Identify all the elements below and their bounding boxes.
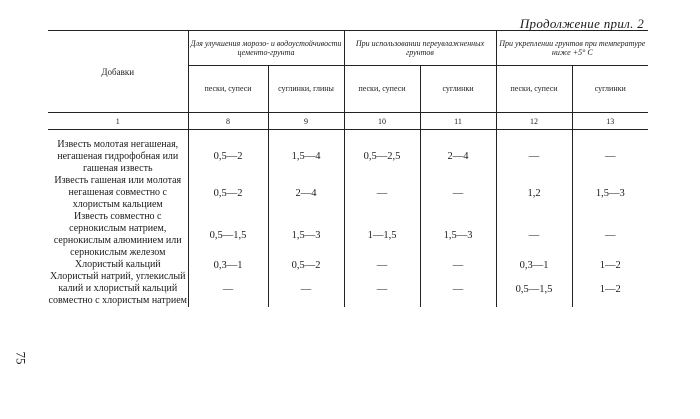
table-cell: 1—2 [572,271,648,307]
additive-name: Хлористый натрий, углекислый калий и хлористый кальций совместно с хлористым натрием [48,271,187,306]
table-cell: 1,5—3 [572,175,648,211]
table-row [48,211,648,259]
table-cell: — [420,271,496,307]
table-cell: — [344,175,420,211]
table-cell: 2—4 [268,175,344,211]
header-group-wet: При использовании переувлажненных грунтов [344,31,496,66]
table-cell: — [188,271,268,307]
table-cell: 1,5—4 [268,130,344,176]
header-group-temp: При укреплении грунтов при температуре ниже +5° С [496,31,648,66]
additive-name: Известь молотая негашеная, негашеная гидрофобная или гашеная известь [57,139,179,174]
table-cell: 2—4 [420,130,496,176]
table-cell: 0,5—2 [188,175,268,211]
table-row [48,175,648,211]
header-sub-col9: суглинки, глины [268,66,344,113]
table-cell: — [572,130,648,176]
table-cell: 0,5—1,5 [496,271,572,307]
additive-name: Известь совместно с сернокислым натрием, сернокислым алюминием или сернокислым железом [53,211,182,258]
table-cell: 0,5—2,5 [344,130,420,176]
page-number: 75 [13,351,29,365]
table-row [48,130,648,176]
continuation-caption: Продолжение прил. 2 [519,16,644,31]
table-cell: — [420,175,496,211]
column-number-8: 8 [188,113,268,130]
table-cell: 0,5—2 [268,259,344,271]
additives-table [48,30,648,307]
header-group-frost: Для улучшения морозо- и водоустойчивости цементо-грунта [188,31,344,66]
table-cell: — [420,259,496,271]
additive-name: Известь гашеная или молотая негашеная совместно с хлористым кальцием [54,175,182,210]
header-sub-col12: пески, супеси [496,66,572,113]
header-additives: Добавки [48,31,188,113]
table-cell: — [496,211,572,259]
additive-name: Хлористый кальций [74,259,161,270]
column-number-10: 10 [344,113,420,130]
table-cell: 1—1,5 [344,211,420,259]
table-row [48,271,648,307]
header-sub-col8: пески, супеси [188,66,268,113]
table-cell: — [344,259,420,271]
table-cell: 1,5—3 [268,211,344,259]
table-cell: — [268,271,344,307]
header-sub-col11: суглинки [420,66,496,113]
header-sub-col13: суглинки [572,66,648,113]
column-number-13: 13 [572,113,648,130]
header-sub-col10: пески, супеси [344,66,420,113]
column-number-12: 12 [496,113,572,130]
column-number-9: 9 [268,113,344,130]
table-cell: 1—2 [572,259,648,271]
table-cell: 1,5—3 [420,211,496,259]
table-cell: 0,3—1 [496,259,572,271]
table-cell: 1,2 [496,175,572,211]
table-cell: — [572,211,648,259]
table-row [48,259,648,271]
table-cell: 0,5—1,5 [188,211,268,259]
table-cell: 0,5—2 [188,130,268,176]
table-cell: — [496,130,572,176]
column-number-11: 11 [420,113,496,130]
table-cell: — [344,271,420,307]
column-number-1: 1 [48,113,188,130]
table-cell: 0,3—1 [188,259,268,271]
